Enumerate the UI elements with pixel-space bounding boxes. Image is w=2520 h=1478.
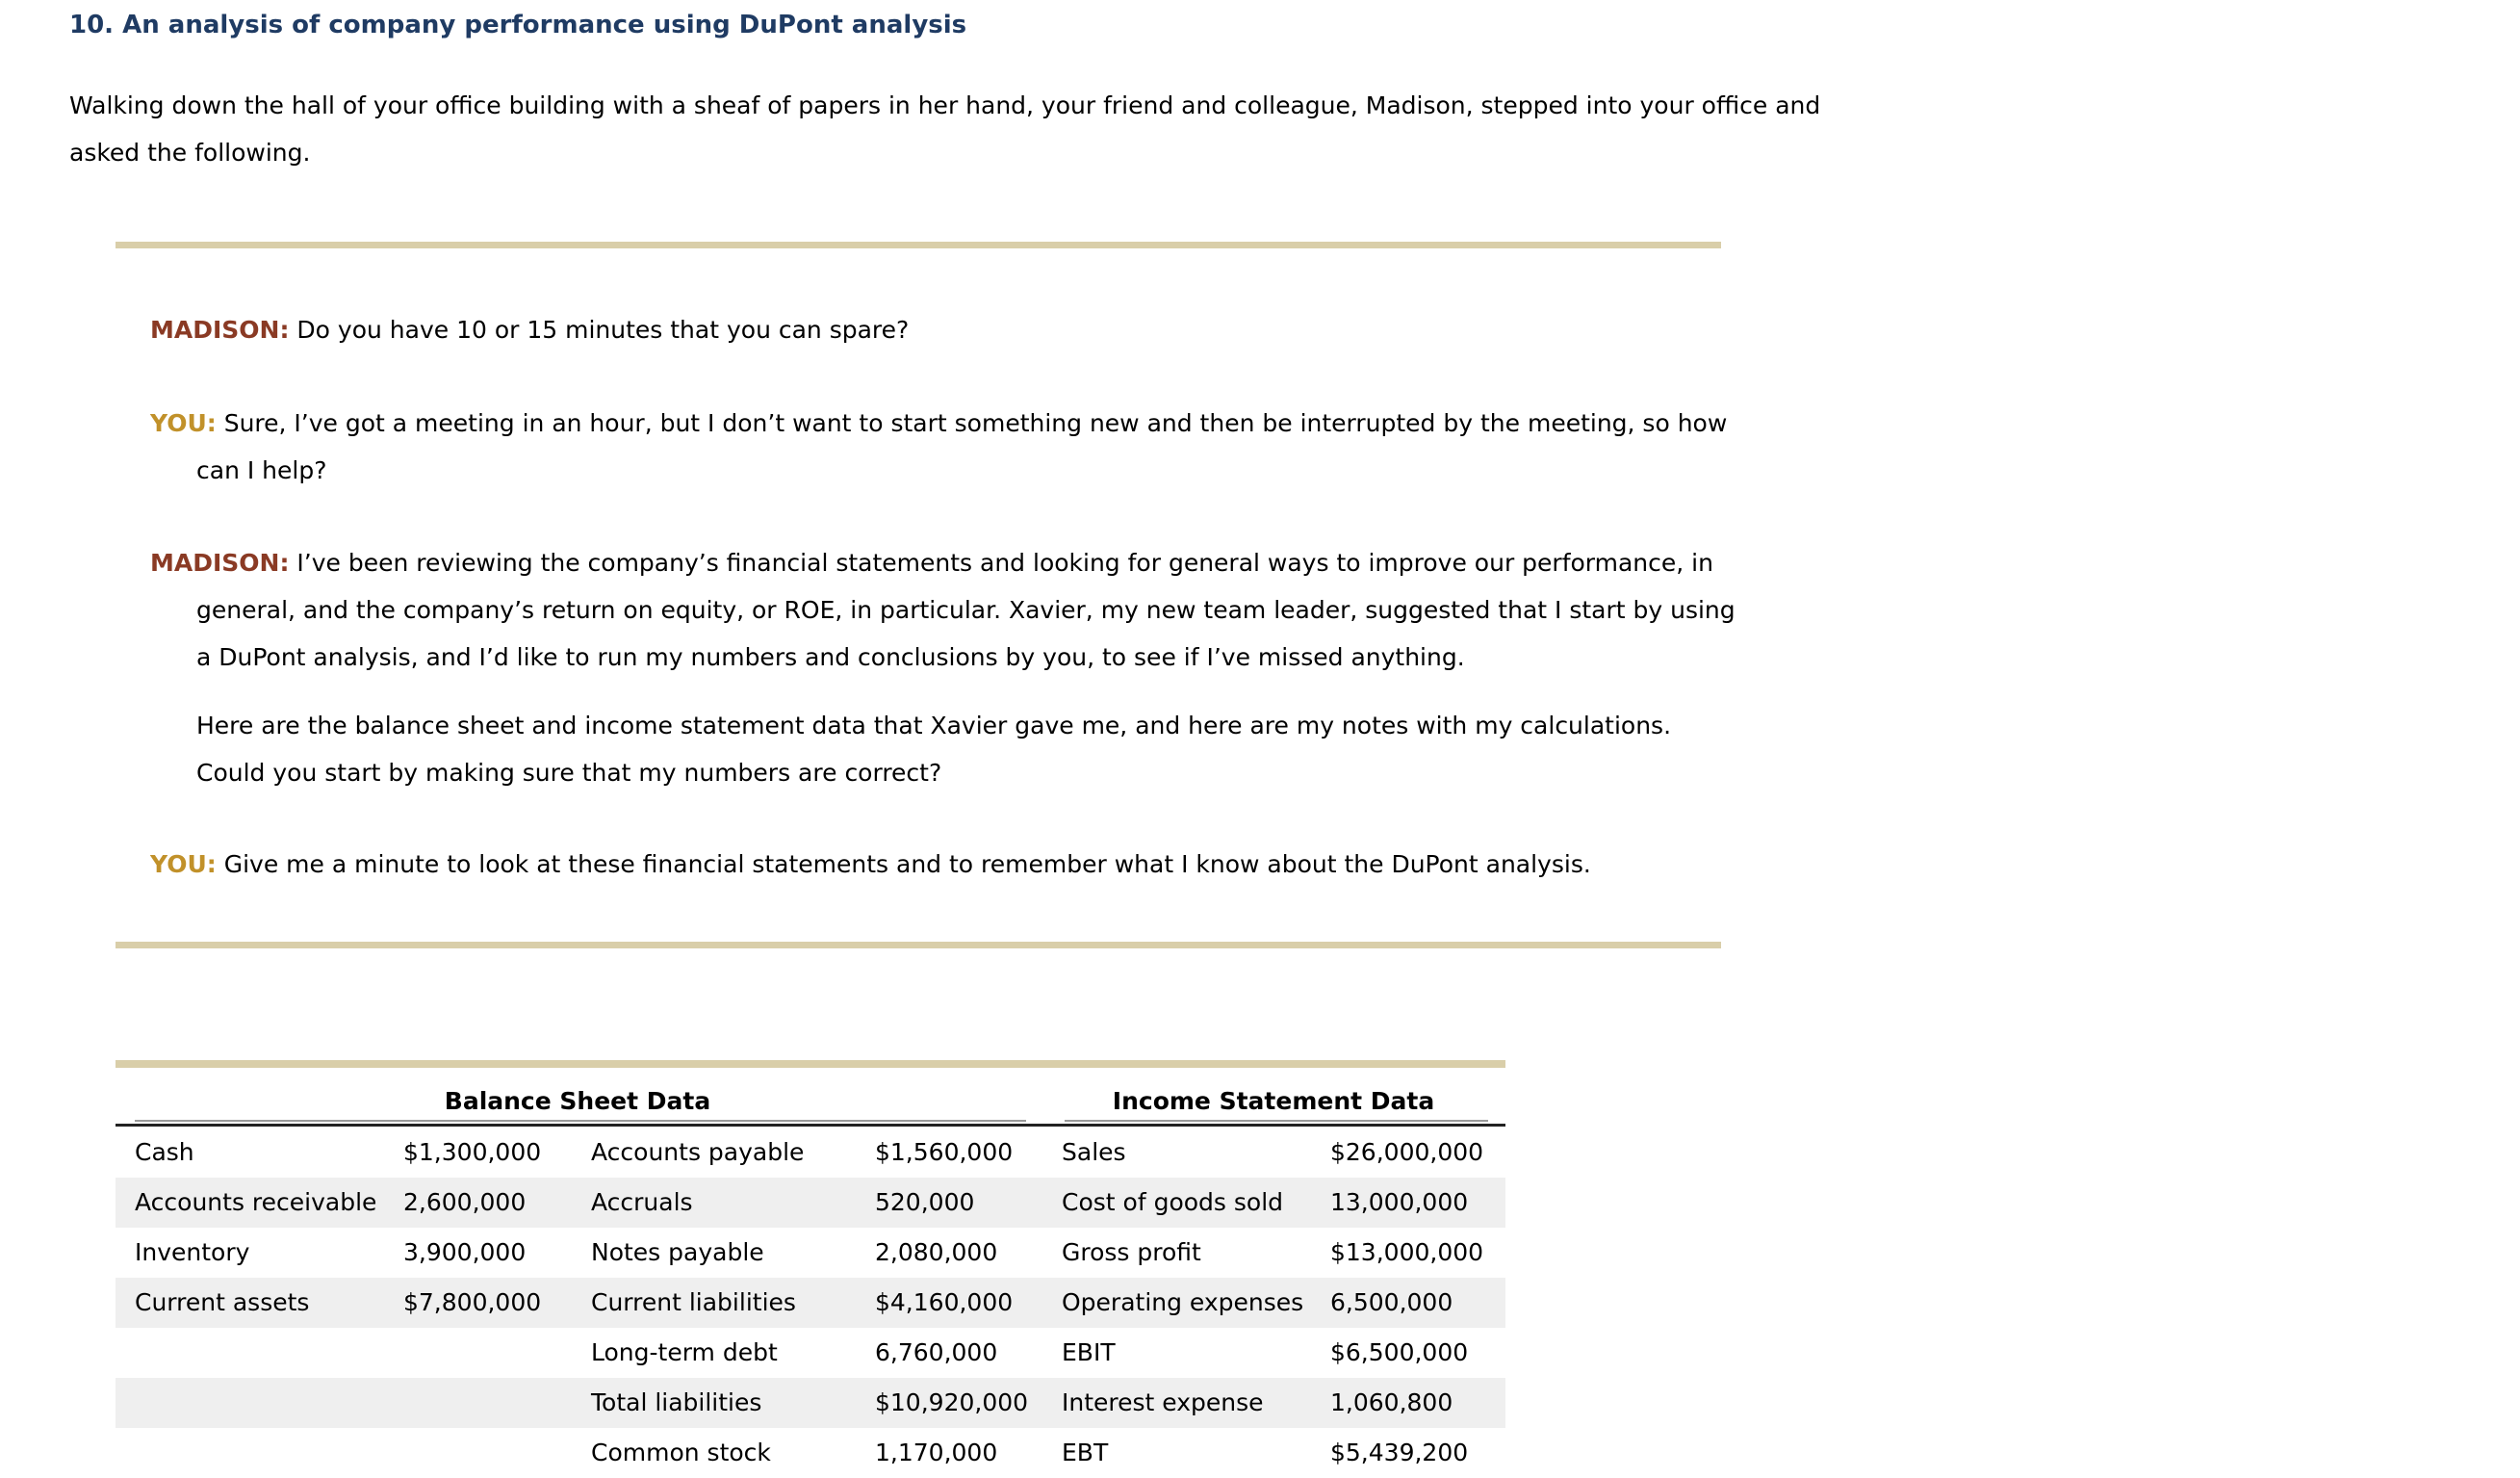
balance-liability-label: Total liabilities xyxy=(591,1388,762,1416)
dialog-text: Sure, I’ve got a meeting in an hour, but I don’t want to start something new and then be interrupted by the meeting, so how can I help? xyxy=(196,409,1728,484)
speaker-label: MADISON: xyxy=(150,549,290,577)
balance-header-underline xyxy=(135,1120,1026,1122)
dialog-text: Do you have 10 or 15 minutes that you can spare? xyxy=(289,316,910,344)
income-value: $13,000,000 xyxy=(1330,1238,1484,1266)
table-row xyxy=(116,1328,1505,1378)
balance-asset-label: Inventory xyxy=(135,1238,250,1266)
table-row xyxy=(116,1278,1505,1328)
balance-asset-value: 2,600,000 xyxy=(403,1188,527,1216)
income-value: $26,000,000 xyxy=(1330,1138,1484,1166)
table-row xyxy=(116,1378,1505,1428)
page-title: 10. An analysis of company performance using DuPont analysis xyxy=(69,11,967,39)
table-row xyxy=(116,1228,1505,1278)
dialog-text: Here are the balance sheet and income statement data that Xavier gave me, and here are my notes with my calculations. Could you start by making sure that my numbers are correct? xyxy=(196,712,1672,787)
table-row xyxy=(116,1428,1505,1478)
dialog-line xyxy=(150,400,1756,494)
income-label: Interest expense xyxy=(1062,1388,1264,1416)
balance-asset-value: $7,800,000 xyxy=(403,1288,542,1316)
income-statement-header: Income Statement Data xyxy=(1112,1087,1435,1115)
income-label: Sales xyxy=(1062,1138,1126,1166)
income-label: Operating expenses xyxy=(1062,1288,1304,1316)
income-label: EBT xyxy=(1062,1439,1109,1466)
speaker-label: MADISON: xyxy=(150,316,290,344)
balance-liability-value: 520,000 xyxy=(875,1188,975,1216)
balance-liability-label: Common stock xyxy=(591,1439,771,1466)
dialog-line xyxy=(150,841,1756,888)
dialog-line xyxy=(150,306,1756,353)
income-label: Cost of goods sold xyxy=(1062,1188,1284,1216)
balance-liability-value: $1,560,000 xyxy=(875,1138,1014,1166)
table-header-border xyxy=(116,1124,1505,1127)
income-label: Gross profit xyxy=(1062,1238,1201,1266)
balance-asset-label: Current assets xyxy=(135,1288,310,1316)
dialog-line xyxy=(150,539,1756,681)
balance-liability-label: Current liabilities xyxy=(591,1288,796,1316)
balance-asset-value: 3,900,000 xyxy=(403,1238,527,1266)
balance-asset-label: Cash xyxy=(135,1138,194,1166)
intro-paragraph: Walking down the hall of your office building with a sheaf of papers in her hand, your friend and colleague, Madison, stepped into your office and asked the following. xyxy=(69,91,1821,167)
income-value: 1,060,800 xyxy=(1330,1388,1453,1416)
dialog-continuation xyxy=(196,702,1710,796)
table-top-divider xyxy=(116,1060,1505,1068)
balance-liability-label: Accounts payable xyxy=(591,1138,805,1166)
income-header-underline xyxy=(1065,1120,1488,1122)
balance-liability-value: 1,170,000 xyxy=(875,1439,998,1466)
income-value: $6,500,000 xyxy=(1330,1338,1469,1366)
balance-asset-value: $1,300,000 xyxy=(403,1138,542,1166)
balance-asset-label: Accounts receivable xyxy=(135,1188,377,1216)
balance-liability-value: $4,160,000 xyxy=(875,1288,1014,1316)
dialog-text: Give me a minute to look at these financial statements and to remember what I know about the DuPont analysis. xyxy=(216,850,1591,878)
balance-liability-value: $10,920,000 xyxy=(875,1388,1029,1416)
income-value: 6,500,000 xyxy=(1330,1288,1453,1316)
balance-liability-value: 6,760,000 xyxy=(875,1338,998,1366)
table-row xyxy=(116,1178,1505,1228)
dialog-top-divider xyxy=(116,242,1721,248)
dialog-text: I’ve been reviewing the company’s financial statements and looking for general ways to improve our performance, in general, and the company’s return on equity, or ROE, in particular. Xavier, my new team leader, suggested that I start by using a DuPont analysis, and I’d like to run my numbers and conclusions by you, to see if I’ve missed anything. xyxy=(196,549,1736,671)
balance-liability-label: Notes payable xyxy=(591,1238,764,1266)
balance-liability-value: 2,080,000 xyxy=(875,1238,998,1266)
income-value: 13,000,000 xyxy=(1330,1188,1469,1216)
table-row xyxy=(116,1128,1505,1178)
balance-liability-label: Long-term debt xyxy=(591,1338,778,1366)
speaker-label: YOU: xyxy=(150,409,217,437)
balance-liability-label: Accruals xyxy=(591,1188,693,1216)
income-value: $5,439,200 xyxy=(1330,1439,1469,1466)
income-label: EBIT xyxy=(1062,1338,1116,1366)
speaker-label: YOU: xyxy=(150,850,217,878)
dialog-bottom-divider xyxy=(116,942,1721,948)
balance-sheet-header: Balance Sheet Data xyxy=(444,1087,711,1115)
